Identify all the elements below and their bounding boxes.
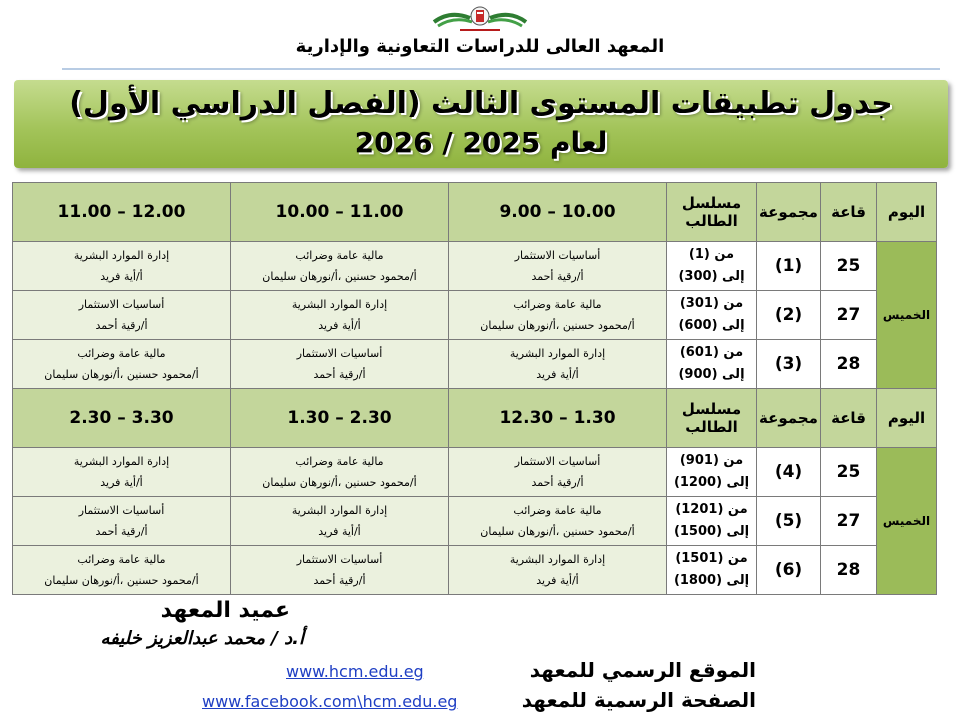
class-cell: إدارة الموارد البشرية أ/أية فريد	[13, 242, 231, 291]
schedule-year: لعام 2025 / 2026	[354, 126, 608, 159]
table-row	[13, 242, 937, 291]
dean-title: عميد المعهد	[160, 598, 290, 623]
class-cell: إدارة الموارد البشرية أ/أية فريد	[449, 546, 667, 595]
class-cell: إدارة الموارد البشرية أ/أية فريد	[13, 448, 231, 497]
group-cell: (3)	[757, 340, 821, 389]
day-header: اليوم	[877, 389, 937, 448]
class-cell: أساسيات الاستثمار أ/رقية أحمد	[13, 497, 231, 546]
serial-header: مسلسل الطالب	[667, 183, 757, 242]
institute-name: المعهد العالى للدراسات التعاونية والإدارية	[295, 36, 665, 57]
group-cell: (1)	[757, 242, 821, 291]
serial-cell: من (1501) إلى (1800)	[667, 546, 757, 595]
institute-logo	[430, 2, 530, 34]
serial-cell: من (601) إلى (900)	[667, 340, 757, 389]
class-cell: إدارة الموارد البشرية أ/أية فريد	[449, 340, 667, 389]
table-row	[13, 340, 937, 389]
class-cell: إدارة الموارد البشرية أ/أية فريد	[231, 497, 449, 546]
hall-cell: 25	[821, 242, 877, 291]
table-row	[13, 497, 937, 546]
class-cell: أساسيات الاستثمار أ/رقية أحمد	[231, 340, 449, 389]
serial-cell: من (1201) إلى (1500)	[667, 497, 757, 546]
schedule-title: جدول تطبيقات المستوى الثالث (الفصل الدراسي الأول)	[69, 86, 893, 121]
hall-cell: 27	[821, 291, 877, 340]
table-row	[13, 448, 937, 497]
class-cell: أساسيات الاستثمار أ/رقية أحمد	[231, 546, 449, 595]
class-cell: أساسيات الاستثمار أ/رقية أحمد	[449, 448, 667, 497]
website-label: الموقع الرسمي للمعهد	[529, 658, 756, 682]
dean-name: أ.د / محمد عبدالعزيز خليفه	[100, 628, 304, 649]
group-header: مجموعة	[757, 183, 821, 242]
hall-header: قاعة	[821, 389, 877, 448]
slot-header: 12.30 – 1.30	[449, 389, 667, 448]
hall-cell: 27	[821, 497, 877, 546]
hall-header: قاعة	[821, 183, 877, 242]
group-cell: (4)	[757, 448, 821, 497]
day-cell: الخميس	[877, 242, 937, 389]
serial-cell: من (301) إلى (600)	[667, 291, 757, 340]
facebook-label: الصفحة الرسمية للمعهد	[521, 688, 756, 712]
title-banner	[14, 80, 948, 168]
header-row-morning	[13, 183, 937, 242]
hall-cell: 28	[821, 340, 877, 389]
slot-header: 1.30 – 2.30	[231, 389, 449, 448]
website-row	[190, 658, 770, 688]
hall-cell: 28	[821, 546, 877, 595]
facebook-row	[190, 688, 770, 718]
class-cell: مالية عامة وضرائب أ/محمود حسنين ،أ/نورهان سليمان	[449, 291, 667, 340]
class-cell: مالية عامة وضرائب أ/محمود حسنين ،أ/نورهان سليمان	[449, 497, 667, 546]
class-cell: إدارة الموارد البشرية أ/أية فريد	[231, 291, 449, 340]
slot-header: 9.00 – 10.00	[449, 183, 667, 242]
class-cell: أساسيات الاستثمار أ/رقية أحمد	[13, 291, 231, 340]
serial-cell: من (901) إلى (1200)	[667, 448, 757, 497]
header-divider	[62, 68, 940, 70]
class-cell: مالية عامة وضرائب أ/محمود حسنين ،أ/نورهان سليمان	[231, 448, 449, 497]
class-cell: مالية عامة وضرائب أ/محمود حسنين ،أ/نورهان سليمان	[231, 242, 449, 291]
group-cell: (2)	[757, 291, 821, 340]
serial-header: مسلسل الطالب	[667, 389, 757, 448]
dean-signature	[14, 596, 304, 666]
header-row-afternoon	[13, 389, 937, 448]
facebook-link[interactable]: www.facebook.com\hcm.edu.eg	[202, 692, 458, 711]
serial-cell: من (1) إلى (300)	[667, 242, 757, 291]
schedule-table	[12, 182, 937, 595]
group-header: مجموعة	[757, 389, 821, 448]
group-cell: (5)	[757, 497, 821, 546]
website-link[interactable]: www.hcm.edu.eg	[286, 662, 424, 681]
class-cell: مالية عامة وضرائب أ/محمود حسنين ،أ/نورهان سليمان	[13, 340, 231, 389]
day-cell: الخميس	[877, 448, 937, 595]
class-cell: مالية عامة وضرائب أ/محمود حسنين ،أ/نورهان سليمان	[13, 546, 231, 595]
group-cell: (6)	[757, 546, 821, 595]
slot-header: 11.00 – 12.00	[13, 183, 231, 242]
day-header: اليوم	[877, 183, 937, 242]
footer	[190, 658, 770, 720]
table-row	[13, 546, 937, 595]
slot-header: 10.00 – 11.00	[231, 183, 449, 242]
hall-cell: 25	[821, 448, 877, 497]
table-row	[13, 291, 937, 340]
class-cell: أساسيات الاستثمار أ/رقية أحمد	[449, 242, 667, 291]
slot-header: 2.30 – 3.30	[13, 389, 231, 448]
